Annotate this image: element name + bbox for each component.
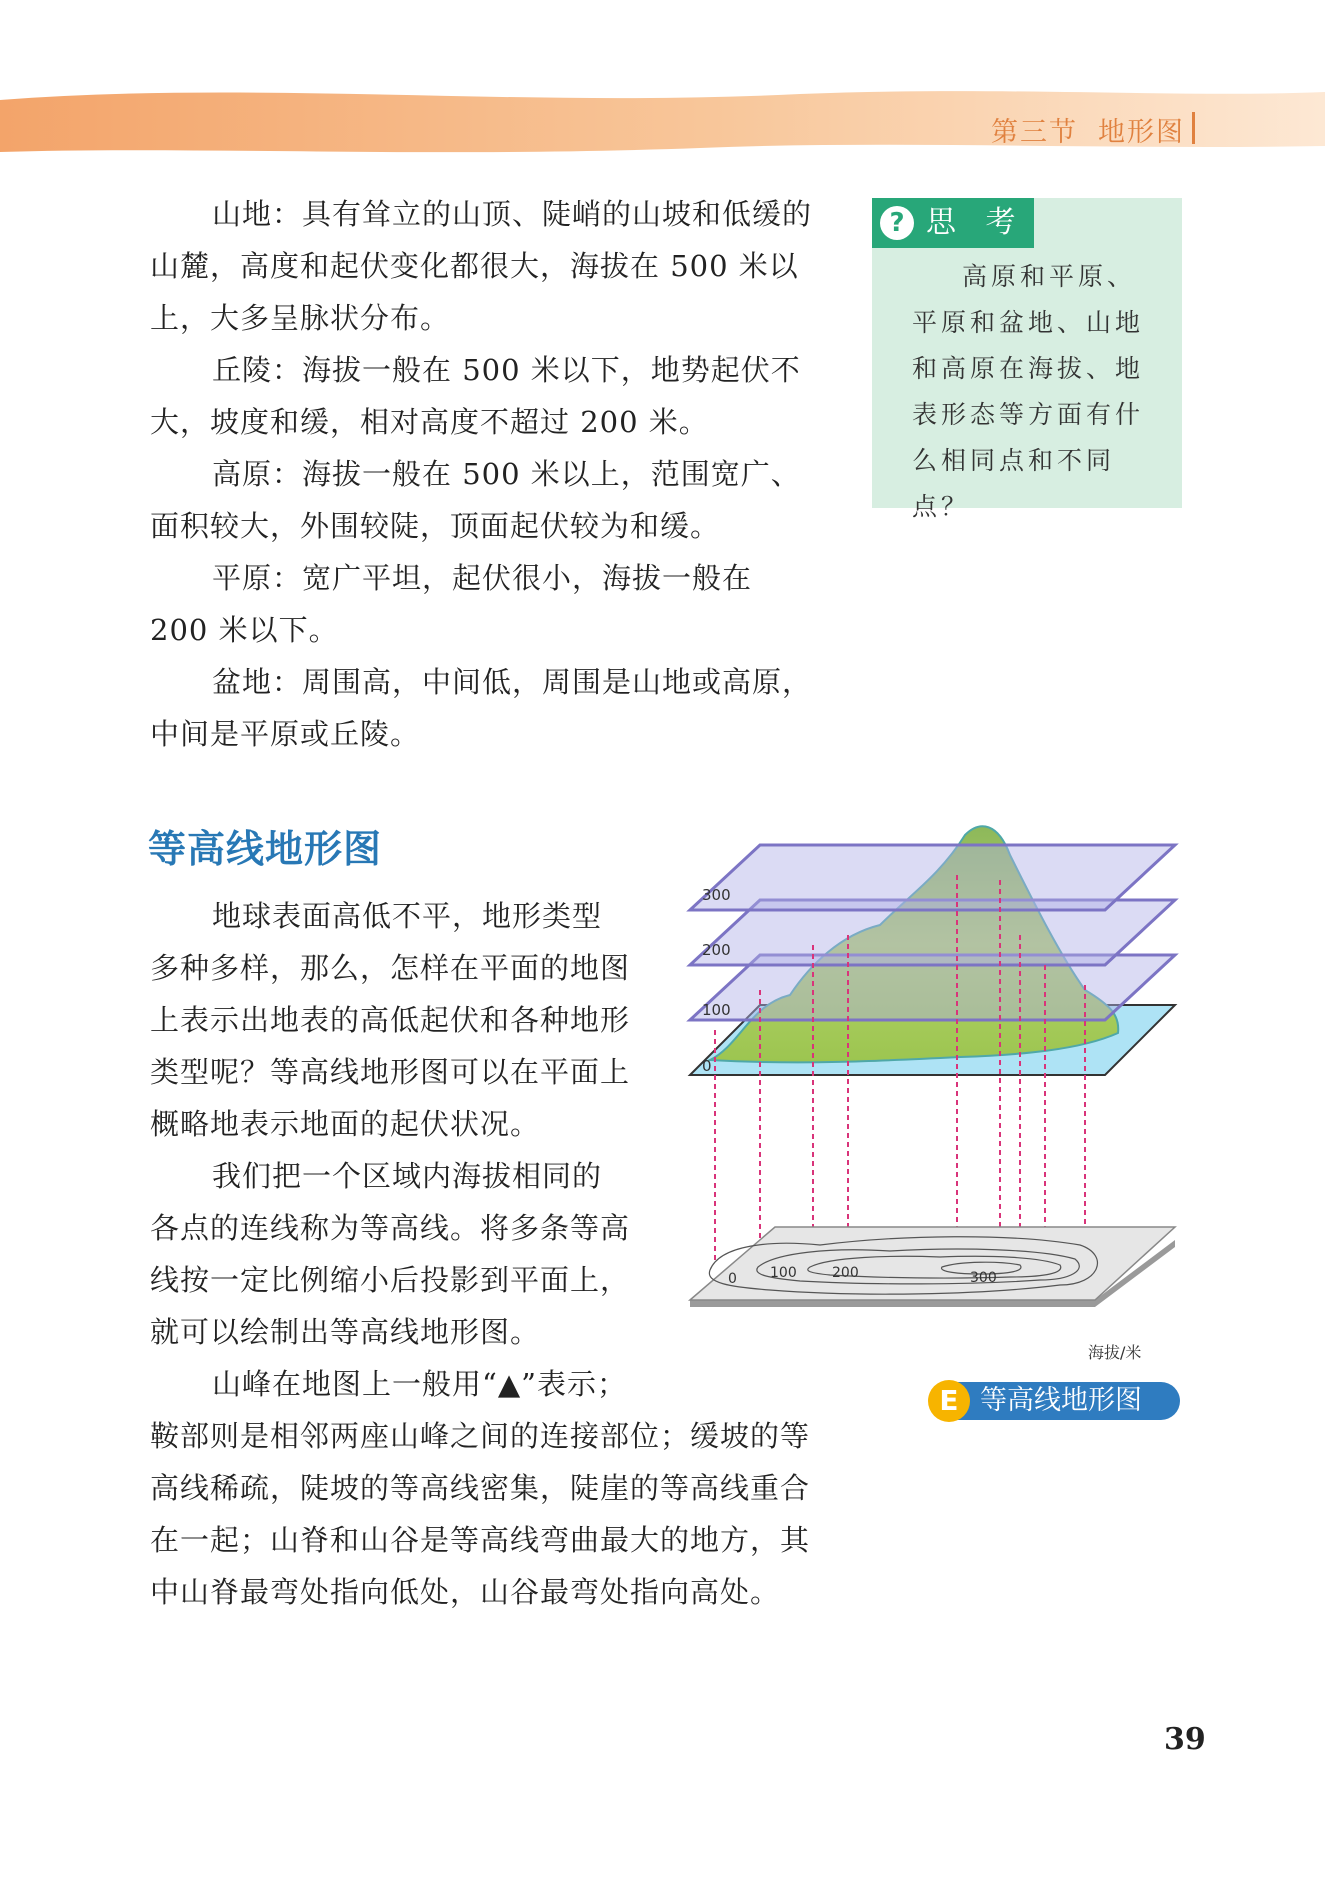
paragraph-plateau: 高原：海拔一般在 500 米以上，范围宽广、面积较大，外围较陡，顶面起伏较为和缓。 — [150, 457, 801, 543]
paragraph-peak: 山峰在地图上一般用“▲”表示； — [212, 1367, 627, 1401]
think-header — [872, 198, 1034, 248]
map-label-300: 300 — [970, 1270, 997, 1286]
paragraph-mountain: 山地：具有耸立的山顶、陡峭的山坡和低缓的山麓，高度和起伏变化都很大，海拔在 500 米以上，大多呈脉状分布。 — [150, 197, 813, 335]
think-label: 思 考 — [926, 205, 1026, 240]
question-icon: ? — [880, 206, 914, 240]
caption-text: 等高线地形图 — [950, 1382, 1180, 1420]
figure-caption — [928, 1380, 1180, 1422]
think-question: 高原和平原、平原和盆地、山地和高原在海拔、地表形态等方面有什么相同点和不同点？ — [912, 262, 1145, 521]
map-label-200: 200 — [832, 1265, 859, 1281]
header-chapter: 地形图 — [1098, 117, 1185, 148]
page-number: 39 — [1164, 1722, 1206, 1757]
elevation-unit: 海拔/米 — [1088, 1343, 1142, 1362]
header-section: 第三节 — [991, 117, 1078, 148]
map-label-100: 100 — [770, 1265, 797, 1281]
level-label-200: 200 — [702, 941, 731, 959]
level-label-0: 0 — [702, 1057, 712, 1075]
paragraph-landforms: 鞍部则是相邻两座山峰之间的连接部位；缓坡的等高线稀疏，陡坡的等高线密集，陡崖的等高线重合在一起；山脊和山谷是等高线弯曲最大的地方，其中山脊最弯处指向低处，山谷最弯处指向高处。 — [150, 1419, 811, 1609]
level-label-300: 300 — [702, 886, 731, 904]
caption-letter-icon: E — [928, 1380, 970, 1422]
think-sidebar — [872, 198, 1182, 521]
section-title: 等高线地形图 — [148, 827, 383, 871]
paragraph-intro: 地球表面高低不平，地形类型多种多样，那么，怎样在平面的地图上表示出地表的高低起伏和各种地形类型呢？等高线地形图可以在平面上概略地表示地面的起伏状况。 — [150, 899, 631, 1141]
paragraph-contour-definition: 我们把一个区域内海拔相同的各点的连线称为等高线。将多条等高线按一定比例缩小后投影到平面上，就可以绘制出等高线地形图。 — [150, 1159, 631, 1349]
paragraph-basin: 盆地：周围高，中间低，周围是山地或高原，中间是平原或丘陵。 — [150, 665, 813, 751]
level-label-100: 100 — [702, 1001, 731, 1019]
plane-300 — [690, 845, 1175, 910]
header-divider — [1192, 112, 1195, 144]
contour-figure — [680, 815, 1190, 1335]
paragraph-plain: 平原：宽广平坦，起伏很小，海拔一般在 200 米以下。 — [150, 561, 753, 647]
running-header — [971, 110, 1185, 149]
paragraph-hills: 丘陵：海拔一般在 500 米以下，地势起伏不大，坡度和缓，相对高度不超过 200 米。 — [150, 353, 801, 439]
map-label-0: 0 — [728, 1271, 737, 1287]
